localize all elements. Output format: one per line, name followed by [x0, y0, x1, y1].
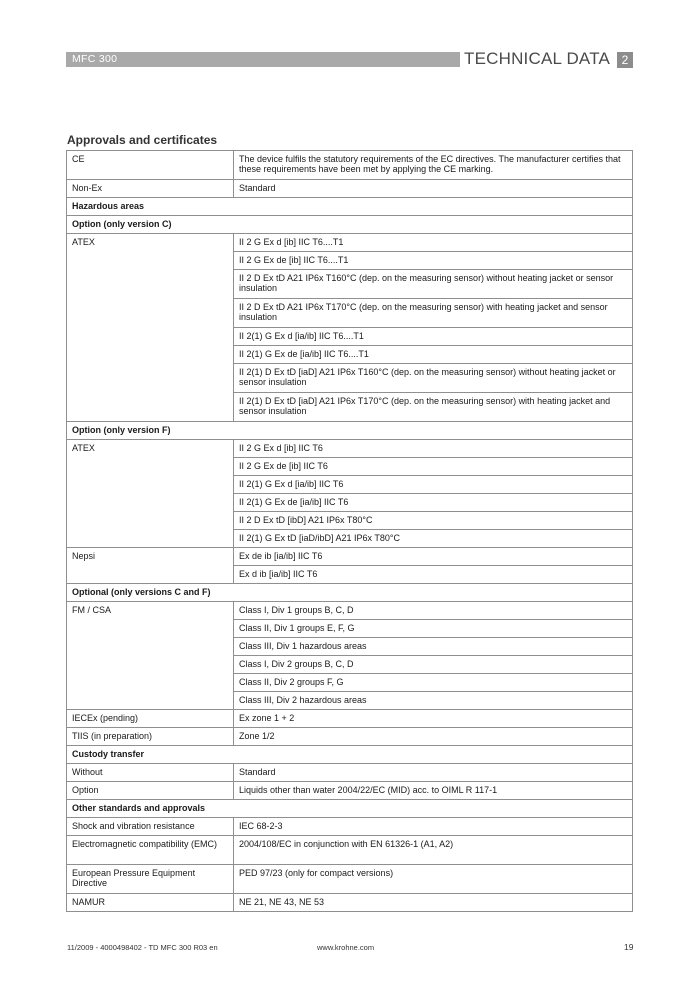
row-value: Class II, Div 1 groups E, F, G [234, 620, 633, 638]
row-label: IECEx (pending) [67, 710, 234, 728]
row-value: II 2(1) D Ex tD [iaD] A21 IP6x T170°C (dep. on the measuring sensor) with heating jacket and sensor insulation [234, 393, 633, 422]
table-row [67, 151, 633, 180]
row-label: ATEX [67, 440, 234, 548]
footer-page-number: 19 [624, 942, 634, 952]
row-value: II 2(1) G Ex tD [iaD/ibD] A21 IP6x T80°C [234, 530, 633, 548]
table-group-header [67, 422, 633, 440]
table-row [67, 865, 633, 894]
row-value: The device fulfils the statutory requirements of the EC directives. The manufacturer certifies that these requirements have been met by applying the CE marking. [234, 151, 633, 180]
row-value: IEC 68-2-3 [234, 818, 633, 836]
row-value: Class II, Div 2 groups F, G [234, 674, 633, 692]
table-group-header [67, 198, 633, 216]
table-row [67, 836, 633, 865]
table-row [67, 440, 633, 458]
row-value: II 2 G Ex de [ib] IIC T6 [234, 458, 633, 476]
row-value: II 2(1) D Ex tD [iaD] A21 IP6x T160°C (dep. on the measuring sensor) without heating jacket or sensor insulation [234, 364, 633, 393]
row-label: European Pressure Equipment Directive [67, 865, 234, 894]
row-value: Standard [234, 764, 633, 782]
table-row [67, 548, 633, 566]
row-value: II 2 D Ex tD A21 IP6x T170°C (dep. on the measuring sensor) with heating jacket and sensor insulation [234, 299, 633, 328]
table-group-header [67, 584, 633, 602]
table-row [67, 728, 633, 746]
table-group-header [67, 746, 633, 764]
row-value: II 2 G Ex de [ib] IIC T6....T1 [234, 252, 633, 270]
table-group-header [67, 800, 633, 818]
table-row [67, 818, 633, 836]
section-title: Approvals and certificates [67, 133, 218, 147]
row-label: Nepsi [67, 548, 234, 584]
table-row [67, 764, 633, 782]
table-row [67, 710, 633, 728]
row-label: Electromagnetic compatibility (EMC) [67, 836, 234, 865]
approvals-table [66, 150, 633, 912]
row-value: II 2(1) G Ex de [ia/ib] IIC T6....T1 [234, 346, 633, 364]
row-value: Liquids other than water 2004/22/EC (MID) acc. to OIML R 117-1 [234, 782, 633, 800]
row-value: II 2 D Ex tD A21 IP6x T160°C (dep. on the measuring sensor) without heating jacket or sensor insulation [234, 270, 633, 299]
row-value: II 2 G Ex d [ib] IIC T6....T1 [234, 234, 633, 252]
table-row [67, 180, 633, 198]
row-label: NAMUR [67, 894, 234, 912]
row-value: Class I, Div 1 groups B, C, D [234, 602, 633, 620]
row-value: Class III, Div 2 hazardous areas [234, 692, 633, 710]
row-label: Without [67, 764, 234, 782]
row-label: Non-Ex [67, 180, 234, 198]
row-value: Ex d ib [ia/ib] IIC T6 [234, 566, 633, 584]
table-row [67, 894, 633, 912]
row-value: II 2(1) G Ex de [ia/ib] IIC T6 [234, 494, 633, 512]
group-label: Option (only version F) [67, 422, 633, 440]
row-label: Option [67, 782, 234, 800]
row-value: Zone 1/2 [234, 728, 633, 746]
table-group-header [67, 216, 633, 234]
group-label: Optional (only versions C and F) [67, 584, 633, 602]
header-section-title: TECHNICAL DATA [464, 49, 611, 68]
group-label: Hazardous areas [67, 198, 633, 216]
row-label: TIIS (in preparation) [67, 728, 234, 746]
row-value: Ex de ib [ia/ib] IIC T6 [234, 548, 633, 566]
row-value: II 2(1) G Ex d [ia/ib] IIC T6....T1 [234, 328, 633, 346]
approvals-table-body [67, 151, 633, 912]
row-value: Standard [234, 180, 633, 198]
row-label: FM / CSA [67, 602, 234, 710]
header-bar [66, 52, 460, 67]
row-value: PED 97/23 (only for compact versions) [234, 865, 633, 894]
row-label: ATEX [67, 234, 234, 422]
row-value: Class III, Div 1 hazardous areas [234, 638, 633, 656]
header-model-name: MFC 300 [72, 53, 118, 65]
group-label: Custody transfer [67, 746, 633, 764]
footer-website: www.krohne.com [317, 943, 375, 952]
footer-document-info: 11/2009 - 4000498402 - TD MFC 300 R03 en [67, 943, 218, 952]
row-value: Class I, Div 2 groups B, C, D [234, 656, 633, 674]
row-value: II 2 G Ex d [ib] IIC T6 [234, 440, 633, 458]
group-label: Other standards and approvals [67, 800, 633, 818]
header-section-number: 2 [617, 52, 633, 68]
row-value: 2004/108/EC in conjunction with EN 61326-1 (A1, A2) [234, 836, 633, 865]
row-label: CE [67, 151, 234, 180]
row-value: II 2 D Ex tD [ibD] A21 IP6x T80°C [234, 512, 633, 530]
row-value: II 2(1) G Ex d [ia/ib] IIC T6 [234, 476, 633, 494]
table-row [67, 234, 633, 252]
row-value: NE 21, NE 43, NE 53 [234, 894, 633, 912]
table-row [67, 602, 633, 620]
row-label: Shock and vibration resistance [67, 818, 234, 836]
row-value: Ex zone 1 + 2 [234, 710, 633, 728]
table-row [67, 782, 633, 800]
group-label: Option (only version C) [67, 216, 633, 234]
